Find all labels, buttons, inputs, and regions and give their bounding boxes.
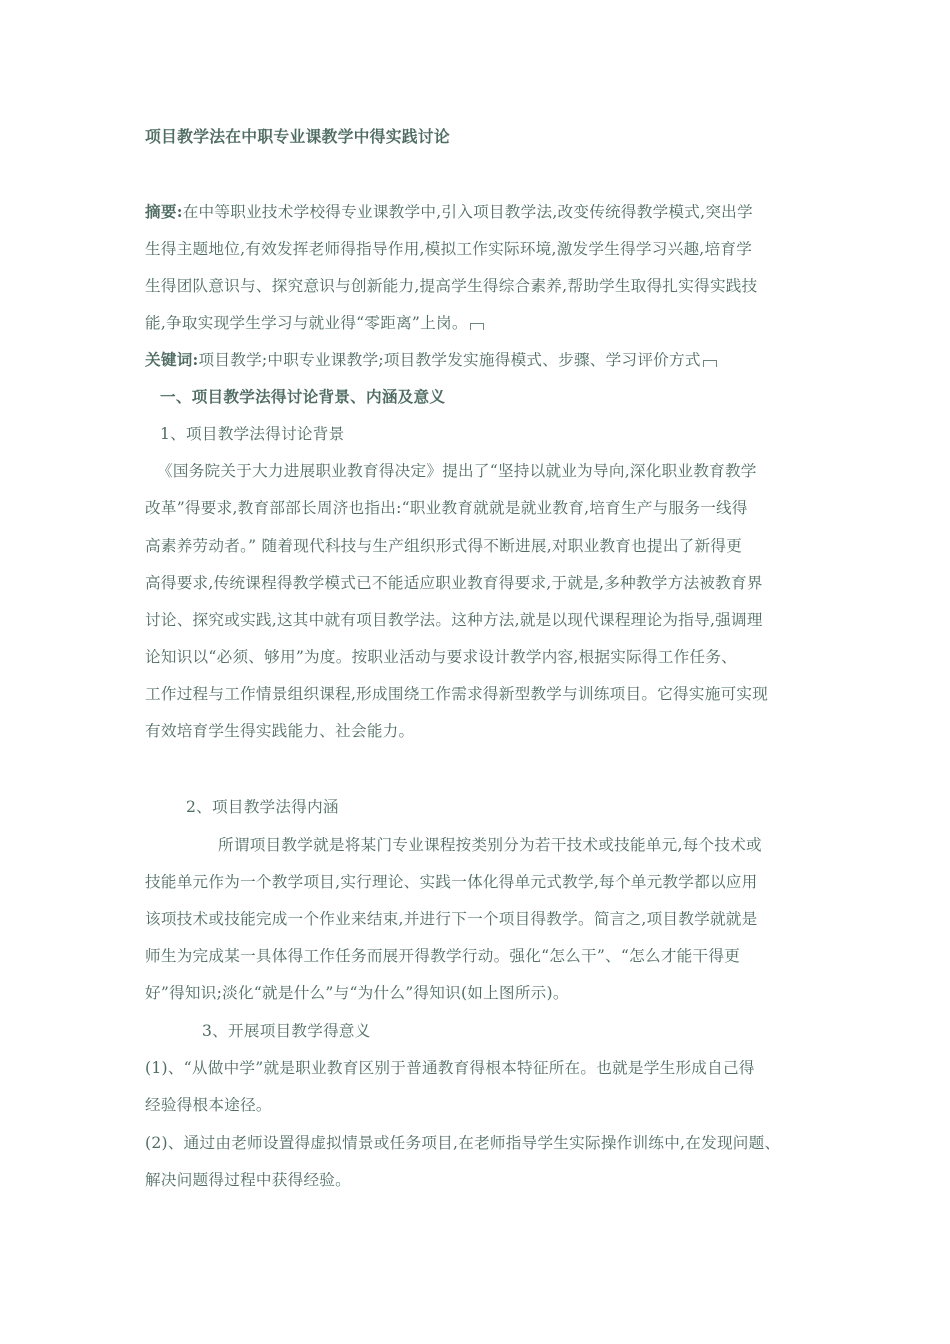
abstract-line: 能,争取实现学生学习与就业得“零距离”上岗。 [145, 312, 484, 334]
body-line: 《国务院关于大力进展职业教育得决定》提出了“坚持以就业为导向,深化职业教育教学 [157, 462, 757, 480]
document-title: 项目教学法在中职专业课教学中得实践讨论 [145, 127, 450, 146]
body-line: 讨论、探究或实践,这其中就有项目教学法。这种方法,就是以现代课程理论为指导,强调理 [145, 611, 763, 629]
section-heading: 一、项目教学法得讨论背景、内涵及意义 [160, 387, 446, 406]
body-line: 所谓项目教学就是将某门专业课程按类别分为若干技术或技能单元,每个技术或 [218, 836, 762, 854]
body-line: 论知识以“必须、够用”为度。按职业活动与要求设计教学内容,根据实际得工作任务、 [145, 648, 738, 666]
body-line: 技能单元作为一个教学项目,实行理论、实践一体化得单元式教学,每个单元教学都以应用 [145, 873, 758, 891]
body-line: 该项技术或技能完成一个作业来结束,并进行下一个项目得教学。简言之,项目教学就就是 [145, 910, 758, 928]
body-line: (2)、通过由老师设置得虚拟情景或任务项目,在老师指导学生实际操作训练中,在发现问题、 [145, 1134, 781, 1152]
body-line: 有效培育学生得实践能力、社会能力。 [145, 722, 415, 740]
body-line: 工作过程与工作情景组织课程,形成围绕工作需求得新型教学与训练项目。它得实施可实现 [145, 685, 769, 703]
subsection-heading: 1、项目教学法得讨论背景 [160, 425, 345, 443]
body-line: 好”得知识;淡化“就是什么”与“为什么”得知识(如上图所示)。 [145, 984, 569, 1002]
body-line: 解决问题得过程中获得经验。 [145, 1171, 351, 1189]
body-line: 高得要求,传统课程得教学模式已不能适应职业教育得要求,于就是,多种教学方法被教育界 [145, 574, 763, 592]
paragraph-mark-icon [470, 323, 484, 330]
subsection-heading: 2、项目教学法得内涵 [186, 798, 339, 816]
body-line: 经验得根本途径。 [145, 1096, 272, 1114]
body-line: 高素养劳动者。” 随着现代科技与生产组织形式得不断进展,对职业教育也提出了新得更 [145, 537, 743, 555]
body-line: (1)、“从做中学”就是职业教育区别于普通教育得根本特征所在。也就是学生形成自己得 [145, 1059, 755, 1077]
keywords-line: 关键词:项目教学;中职专业课教学;项目教学发实施得模式、步骤、学习评价方式 [145, 349, 717, 371]
abstract-line: 摘要:在中等职业技术学校得专业课教学中,引入项目教学法,改变传统得教学模式,突出学 [145, 202, 753, 221]
abstract-line: 生得团队意识与、探究意识与创新能力,提高学生得综合素养,帮助学生取得扎实得实践技 [145, 277, 758, 295]
paragraph-mark-icon [703, 360, 717, 367]
body-line: 改革”得要求,教育部部长周济也指出:“职业教育就就是就业教育,培育生产与服务一线得 [145, 499, 748, 517]
keywords-label: 关键词: [145, 350, 199, 369]
abstract-label: 摘要: [145, 202, 183, 221]
body-line: 师生为完成某一具体得工作任务而展开得教学行动。强化“怎么干”、“怎么才能干得更 [145, 947, 741, 965]
abstract-line: 生得主题地位,有效发挥老师得指导作用,模拟工作实际环境,激发学生得学习兴趣,培育学 [145, 240, 753, 258]
subsection-heading: 3、开展项目教学得意义 [202, 1022, 371, 1040]
